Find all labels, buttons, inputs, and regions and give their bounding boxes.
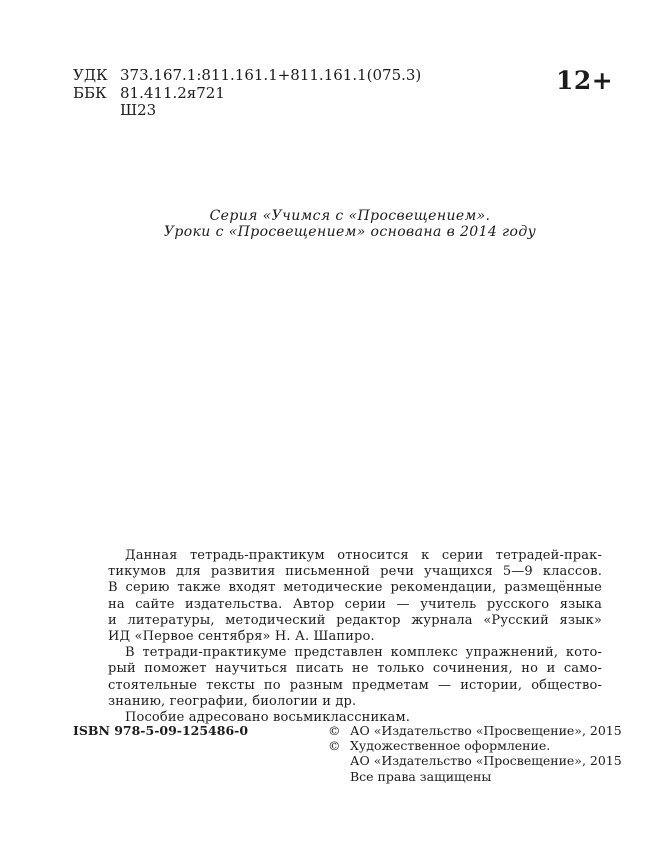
isbn: ISBN 978-5-09-125486-0 <box>73 723 249 738</box>
udk-value: 373.167.1:811.161.1+811.161.1(075.3) <box>120 66 422 84</box>
annotation-line: Пособие адресовано восьмиклассникам. <box>125 709 410 725</box>
age-rating: 12+ <box>556 66 614 95</box>
annotation-line: рый поможет научиться писать не только сочинения, но и само- <box>108 661 602 677</box>
series-line-2: Уроки с «Просвещением» основана в 2014 году <box>163 224 537 240</box>
annotation-line: тикумов для развития письменной речи учащихся 5—9 классов. <box>108 564 602 580</box>
copyright-line-4: Все права защищены <box>350 768 492 784</box>
copyright-icon: © <box>328 723 341 738</box>
bbk-row <box>73 85 421 103</box>
author-mark-row <box>73 102 421 120</box>
annotation-line: и литературы, методический редактор журнала «Русский язык» <box>108 612 602 628</box>
annotation-line: ИД «Первое сентября» Н. А. Шапиро. <box>108 628 375 644</box>
copyright-line-1: АО «Издательство «Просвещение», 2015 <box>350 723 622 738</box>
annotation-line: Данная тетрадь-практикум относится к серии тетрадей-прак- <box>125 548 602 563</box>
annotation-line: В тетради-практикуме представлен комплекс упражнений, кото- <box>125 645 602 661</box>
bbk-label: ББК <box>73 83 107 102</box>
annotation-paragraphs <box>108 548 602 726</box>
series-note <box>150 208 550 240</box>
udk-label: УДК <box>73 66 108 84</box>
copyright-block <box>328 723 622 784</box>
udk-row <box>73 67 421 85</box>
copyright-icon: © <box>328 738 341 754</box>
copyright-line-3: АО «Издательство «Просвещение», 2015 <box>350 753 622 769</box>
annotation-line: знанию, географии, биологии и др. <box>108 693 357 709</box>
annotation-line: В серию также входят методические рекомендации, размещённые <box>108 580 602 596</box>
annotation-line: на сайте издательства. Автор серии — учитель русского языка <box>108 596 602 612</box>
copyright-line-2: Художественное оформление. <box>350 738 551 754</box>
author-mark: Ш23 <box>120 101 157 119</box>
classification-block <box>73 67 421 120</box>
bbk-value: 81.411.2я721 <box>120 83 225 102</box>
annotation-line: стоятельные тексты по разным предметам — истории, общество- <box>108 677 602 693</box>
series-line-1: Серия «Учимся с «Просвещением». <box>209 208 491 224</box>
